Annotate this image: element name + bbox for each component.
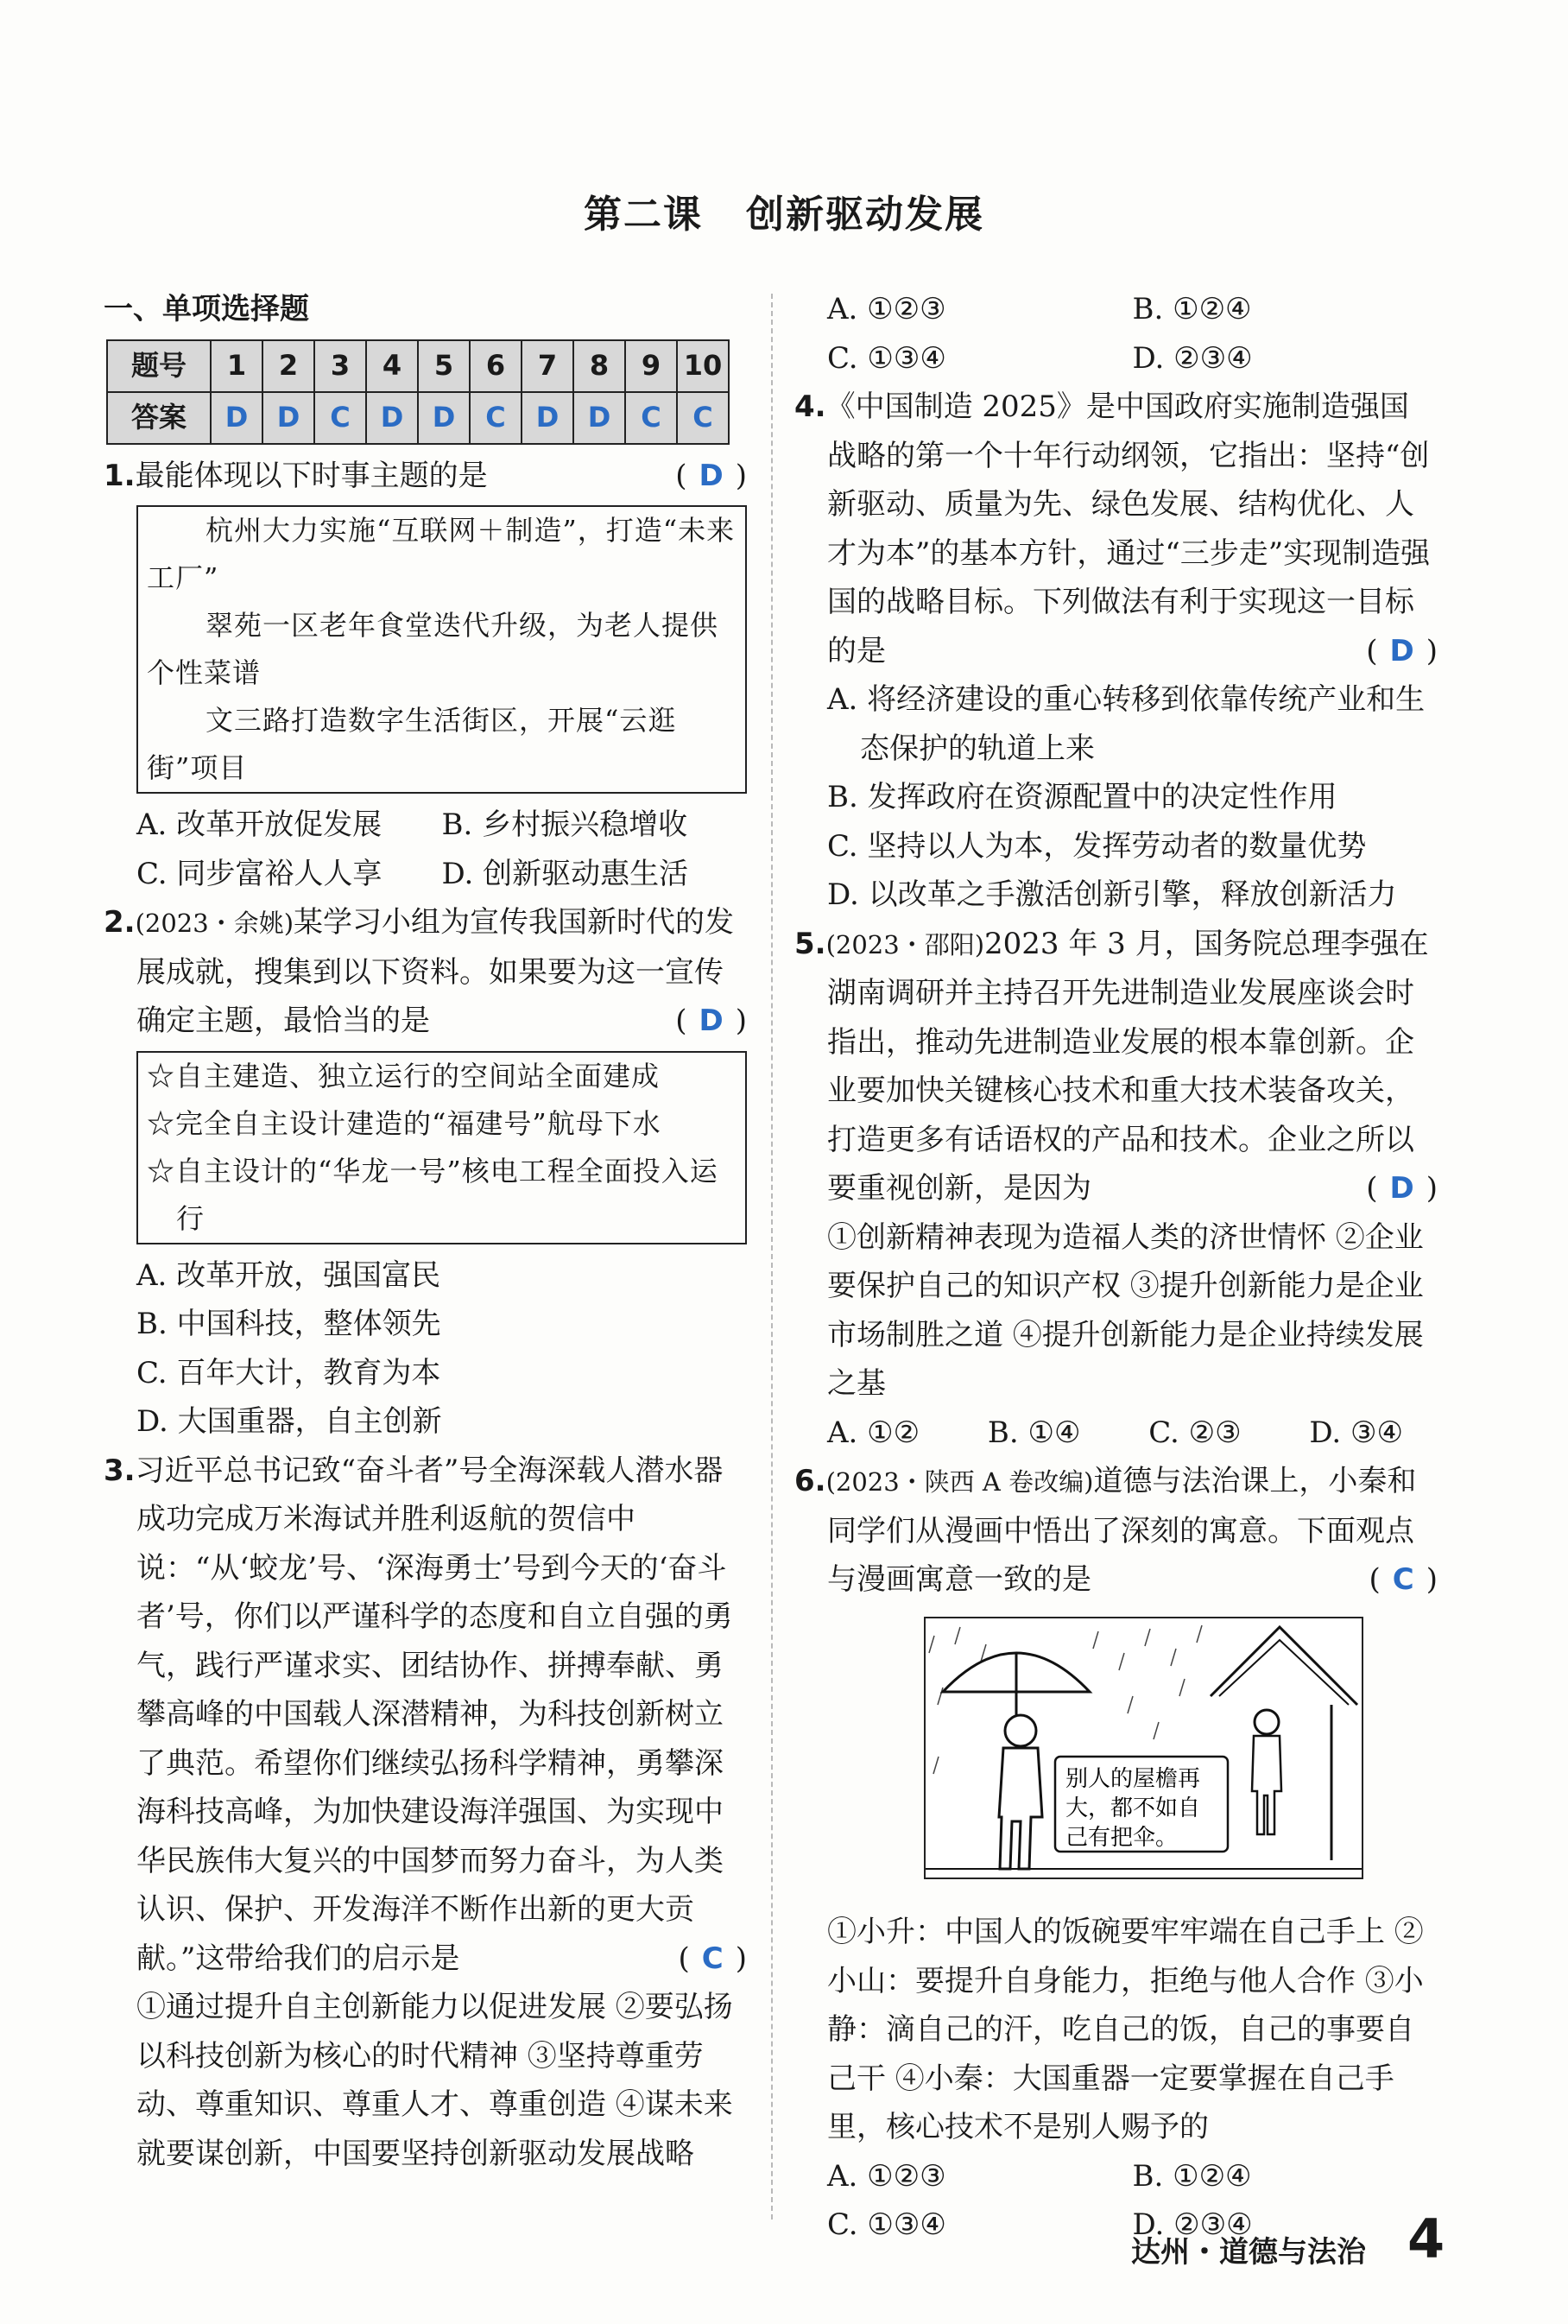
question-3 [104,1447,747,1984]
question-stem: 习近平总书记致“奋斗者”号全海深载人潜水器成功完成万米海试并胜利返航的贺信中说：“从‘蛟龙’号、‘深海勇士’号到今天的‘奋斗者’号，你们以严谨科学的态度和自立自强的勇气，践行严谨求实、团结协作、拼搏奉献、勇攀高峰的中国载人深潜精神，为科技创新树立了典范。希望你们继续弘扬科学精神，勇攀深海科技高峰，为加快建设海洋强国、为实现中华民族伟大复兴的中国梦而努力奋斗，为人类认识、保护、开发海洋不断作出新的更大贡献。”这带给我们的启示是 [135,1453,733,1976]
option-b: B. ①④ [987,1415,1081,1450]
answer-letter: D [699,1004,724,1038]
answer-table-number: 8 [573,340,625,392]
option-a: A. 将经济建设的重心转移到依靠传统产业和生态保护的轨道上来 [827,682,1426,766]
question-number: 5. [794,926,826,961]
roof-eave [1219,1640,1349,1705]
option-a: A. ①②③ [827,292,946,326]
option-c: C. 百年大计，教育为本 [136,1355,441,1390]
left-column [104,285,747,2178]
footer-label: 达州・道德与法治 [1131,2235,1366,2270]
person-head [1005,1715,1036,1746]
question-2 [104,898,747,1046]
question-statements: ①通过提升自主创新能力以促进发展 ②要弘扬以科技创新为核心的时代精神 ③坚持尊重劳动、尊重知识、尊重人才、尊重创造 ④谋未来就要谋创新，中国要坚持创新驱动发展战略 [136,1990,733,2171]
option-row [794,334,1438,383]
answer-table-answer: D [573,392,625,444]
answer-table-answer-label: 答案 [107,392,211,444]
option-d: D. 创新驱动惠生活 [441,856,689,891]
question-5 [794,920,1438,1213]
sheltered-person-body [1252,1736,1281,1834]
answer-table-number: 4 [366,340,418,392]
question-number: 4. [794,389,826,424]
question-number: 6. [794,1464,826,1498]
answer-slot: ( C ) [1369,1562,1438,1597]
sheltered-person-head [1255,1710,1279,1734]
option-a: A. ①②③ [827,2158,946,2194]
answer-table-answer: D [211,392,262,444]
answer-table-answer: D [262,392,314,444]
answer-table-answer: D [366,392,418,444]
material-box [136,1051,747,1244]
question-source: (2023・邵阳) [825,929,985,959]
question-stem: 2023 年 3 月，国务院总理李强在湖南调研并主持召开先进制造业发展座谈会时指出，推动先进制造业发展的根本靠创新。企业要加快关键核心技术和重大技术装备攻关，打造更多有话语权的产品和技术。企业之所以要重视创新，是因为 [827,926,1429,1206]
answer-table-number: 7 [522,340,573,392]
option-d: D. 大国重器，自主创新 [136,1404,442,1439]
question-stem: 某学习小组为宣传我国新时代的发展成就，搜集到以下资料。如果要为这一宣传确定主题，最恰当的是 [136,905,735,1038]
answer-table-answer: C [677,392,729,444]
option-row [794,2152,1438,2201]
question-stem: 最能体现以下时事主题的是 [135,458,488,493]
answer-table-answer: C [470,392,522,444]
answer-table-number: 9 [625,340,677,392]
answer-slot: ( C ) [678,1941,747,1976]
person-body [999,1748,1042,1869]
question-number: 2. [104,905,136,940]
speech-line: 别人的屋檐再 [1065,1765,1201,1792]
material-line: ☆完全自主设计建造的“福建号”航母下水 [147,1106,661,1140]
answer-letter: D [1389,1171,1414,1206]
answer-table-answer: C [625,392,677,444]
question-stem: 《中国制造 2025》是中国政府实施制造强国战略的第一个十年行动纲领，它指出：坚持“创新驱动、质量为先、绿色发展、结构优化、人才为本”的基本方针，通过“三步走”实现制造强国的战略目标。下列做法有利于实现这一目标的是 [825,389,1431,668]
lesson-number: 第二课 [584,193,703,237]
option-a: A. 改革开放促发展 [136,807,383,842]
question-number: 1. [104,458,136,493]
answer-table-answer: C [314,392,366,444]
answer-table-number: 10 [677,340,729,392]
option-d: D. ②③④ [1132,2207,1253,2242]
option-d: D. ③④ [1309,1415,1403,1450]
question-6 [794,1457,1438,1605]
option-c: C. ①③④ [827,2207,946,2242]
material-line: ☆自主建造、独立运行的空间站全面建成 [147,1059,661,1092]
answer-table-number: 6 [470,340,522,392]
question-stem: 道德与法治课上，小秦和同学们从漫画中悟出了深刻的寓意。下面观点与漫画寓意一致的是 [827,1464,1417,1597]
option-b: B. 中国科技，整体领先 [136,1307,441,1341]
answer-table-number: 2 [262,340,314,392]
option-c: C. 坚持以人为本，发挥劳动者的数量优势 [827,828,1367,864]
right-column [794,285,1438,2250]
speech-line: 己有把伞。 [1065,1824,1179,1851]
answer-table-number: 3 [314,340,366,392]
material-box [136,505,747,794]
option-b: B. ①②④ [1132,2158,1252,2194]
question-source: (2023・陕西 A 卷改编) [825,1467,1094,1497]
answer-table [106,339,730,445]
material-line: 翠苑一区老年食堂迭代升级，为老人提供个性菜谱 [147,609,719,689]
material-line: 杭州大力实施“互联网＋制造”，打造“未来工厂” [147,514,736,594]
page-title [0,183,1568,238]
column-divider [771,294,773,2220]
option-c: C. ②③ [1148,1415,1242,1450]
option-c: C. ①③④ [827,340,946,376]
answer-letter: D [699,458,724,493]
option-row [794,1409,1438,1458]
answer-letter: C [1392,1562,1414,1597]
question-statements: ①小升：中国人的饭碗要牢牢端在自己手上 ②小山：要提升自身能力，拒绝与他人合作 ③小静：滴自己的汗，吃自己的饭，自己的事要自己干 ④小秦：大国重器一定要掌握在自己手里，核心技术不是别人赐予的 [827,1915,1424,2144]
speech-line: 大，都不如自 [1065,1795,1201,1821]
answer-letter: D [1389,633,1414,668]
answer-slot: ( D ) [675,458,747,493]
answer-table-header-label: 题号 [107,340,211,392]
answer-table-answer-row [107,392,729,444]
question-statements: ①创新精神表现为造福人类的济世情怀 ②企业要保护自己的知识产权 ③提升创新能力是企业市场制胜之道 ④提升创新能力是企业持续发展之基 [827,1219,1424,1401]
section-heading: 一、单项选择题 [104,292,309,326]
answer-table-number: 5 [418,340,470,392]
answer-table-answer: D [522,392,573,444]
answer-slot: ( D ) [1366,1171,1438,1206]
question-source: (2023・余姚) [135,909,294,938]
answer-slot: ( D ) [675,1004,747,1038]
material-line: ☆自主设计的“华龙一号”核电工程全面投入运行 [147,1154,718,1235]
option-d: D. ②③④ [1132,340,1253,376]
answer-table-number-row [107,340,729,392]
option-row [794,285,1438,334]
material-line: 文三路打造数字生活街区，开展“云逛街”项目 [147,704,677,784]
question-4 [794,383,1438,675]
option-d: D. 以改革之手激活创新引擎，释放创新活力 [827,877,1397,912]
answer-table-number: 1 [211,340,262,392]
option-c: C. 同步富裕人人享 [136,856,383,891]
lesson-name: 创新驱动发展 [746,193,984,237]
option-a: A. ①② [827,1415,920,1450]
question-1 [104,452,747,501]
page-number: 4 [1407,2207,1445,2270]
option-b: B. ①②④ [1132,292,1252,326]
answer-letter: C [701,1941,724,1976]
comic-illustration [924,1617,1363,1879]
option-b: B. 乡村振兴稳增收 [441,807,688,842]
option-a: A. 改革开放，强国富民 [136,1257,441,1293]
answer-table-answer: D [418,392,470,444]
answer-slot: ( D ) [1366,633,1438,668]
option-b: B. 发挥政府在资源配置中的决定性作用 [827,780,1337,814]
option-row [104,801,747,850]
option-row [104,850,747,899]
question-number: 3. [104,1453,136,1488]
